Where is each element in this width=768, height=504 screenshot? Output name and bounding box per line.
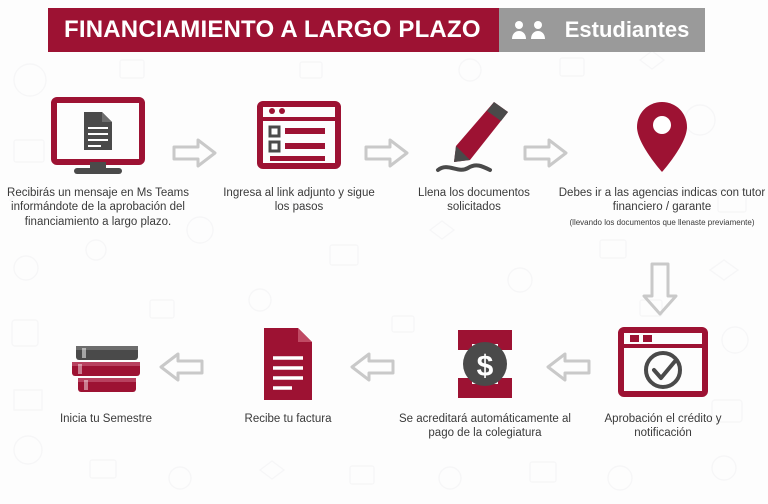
audience-label: Estudiantes bbox=[564, 17, 690, 42]
step-6-caption: Se acreditará automáticamente al pago de la colegiatura bbox=[399, 413, 571, 440]
step-1-caption: Recibirás un mensaje en Ms Teams informándote de la aprobación del financiamiento a largo plazo. bbox=[7, 187, 189, 228]
step-5 bbox=[578, 322, 748, 441]
books-stack-icon bbox=[28, 322, 184, 406]
step-2 bbox=[215, 96, 383, 215]
step-6 bbox=[390, 322, 580, 441]
step-3-caption: Llena los documentos solicitados bbox=[418, 187, 530, 214]
step-5-caption: Aprobación el crédito y notificación bbox=[604, 413, 722, 440]
step-8 bbox=[28, 322, 184, 426]
page-title: FINANCIAMIENTO A LARGO PLAZO bbox=[48, 8, 499, 52]
money-dollar-icon bbox=[390, 322, 580, 406]
monitor-document-icon bbox=[0, 96, 196, 180]
arrow-4-5 bbox=[640, 262, 680, 318]
arrow-1-2 bbox=[172, 138, 218, 168]
step-1 bbox=[0, 96, 196, 229]
step-2-caption: Ingresa al link adjunto y sigue los pasos bbox=[223, 187, 375, 214]
step-4-subcaption: (llevando los documentos que llenaste previamente) bbox=[569, 217, 755, 227]
map-pin-icon bbox=[556, 96, 768, 180]
people-icon bbox=[511, 18, 555, 42]
header-banner bbox=[48, 8, 705, 52]
audience-badge bbox=[499, 8, 706, 52]
step-4 bbox=[556, 96, 768, 228]
invoice-document-icon bbox=[212, 322, 364, 406]
step-8-caption: Inicia tu Semestre bbox=[59, 413, 153, 425]
step-7-caption: Recibe tu factura bbox=[244, 413, 332, 425]
step-4-caption: Debes ir a las agencias indicas con tutor financiero / garante bbox=[558, 187, 766, 214]
step-7 bbox=[212, 322, 364, 426]
browser-window-list-icon bbox=[215, 96, 383, 180]
svg-text:$: $ bbox=[476, 350, 494, 383]
browser-check-icon bbox=[578, 322, 748, 406]
